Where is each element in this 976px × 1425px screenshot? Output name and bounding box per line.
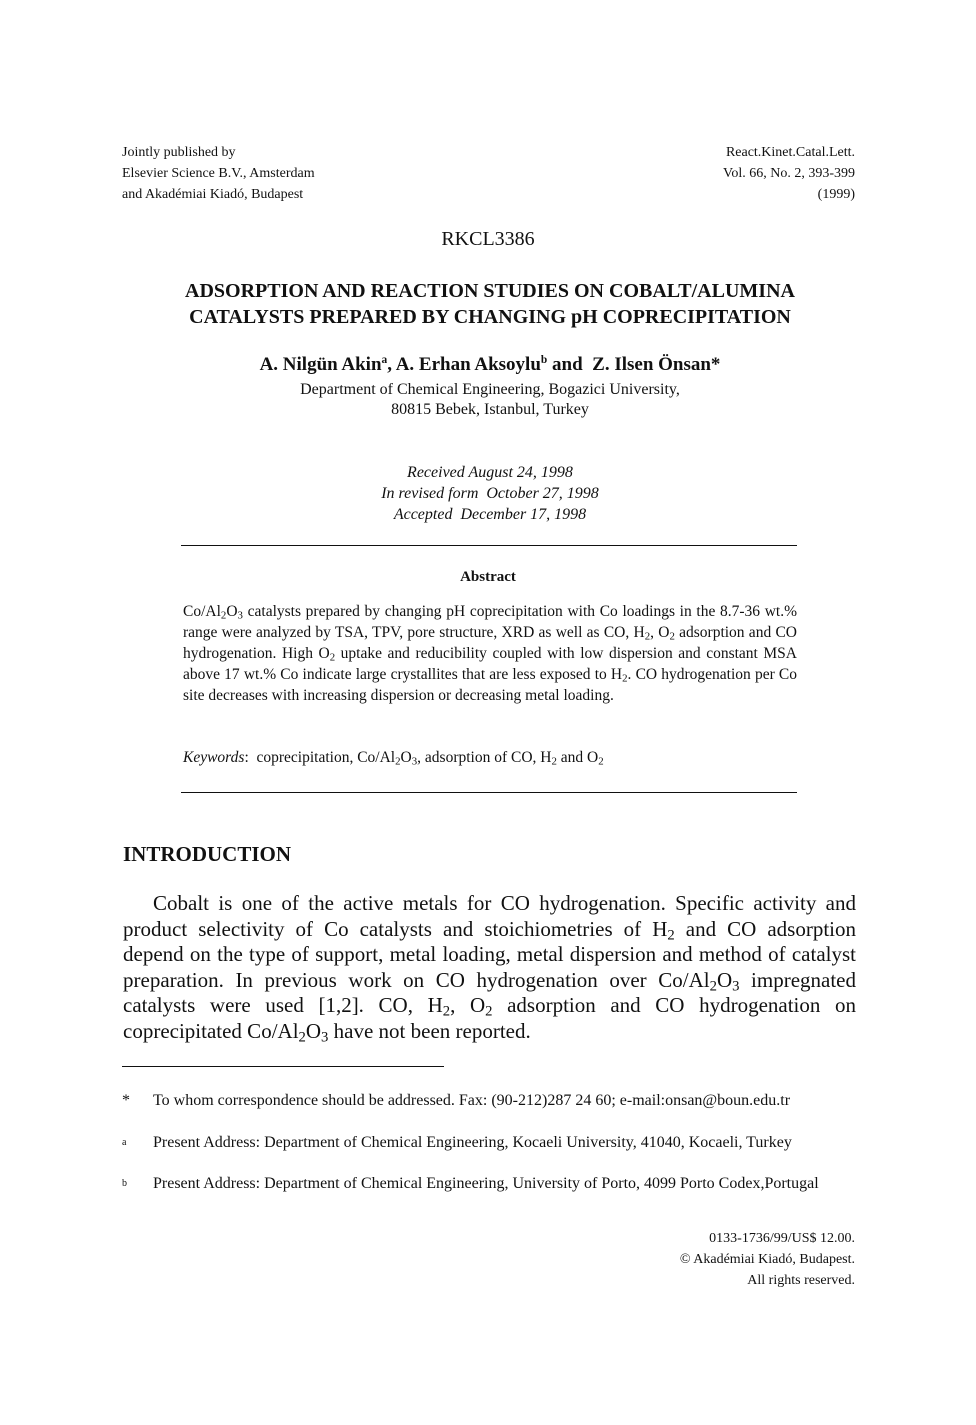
- subscript: 3: [732, 978, 740, 995]
- footnote: [122, 1173, 858, 1217]
- footnote-divider: [122, 1066, 444, 1067]
- copyright-line: All rights reserved.: [747, 1273, 855, 1288]
- subscript: 2: [667, 927, 675, 944]
- affiliation-line: Department of Chemical Engineering, Bogazici University,: [300, 381, 680, 398]
- subscript: 2: [598, 755, 604, 768]
- subscript: 2: [644, 630, 651, 643]
- text-run: coprecipitation, Co/Al: [256, 749, 396, 766]
- subscript: 2: [329, 651, 336, 664]
- journal-line: React.Kinet.Catal.Lett.: [725, 145, 855, 160]
- journal-citation: [723, 142, 855, 205]
- text-run: catalysts prepared by changing pH coprecipitation with Co loadings in the 8.7-36 wt.% range were analyzed by TSA, TPV, pore structure, XRD as well as CO, H: [183, 603, 797, 641]
- subscript: 2: [442, 1003, 451, 1020]
- copyright-block: [680, 1228, 855, 1291]
- divider: [181, 545, 797, 546]
- date-line: In revised form October 27, 1998: [381, 485, 599, 502]
- author-separator: ,: [387, 354, 396, 375]
- publisher-line: Elsevier Science B.V., Amsterdam: [122, 166, 315, 181]
- publisher-line: Jointly published by: [122, 145, 236, 160]
- subscript: 2: [220, 609, 227, 622]
- text-run: adsorption and CO hydrogenation on coprecipitated Co/Al: [123, 993, 856, 1043]
- subscript: 2: [551, 755, 557, 768]
- copyright-line: © Akadémiai Kiadó, Budapest.: [679, 1252, 855, 1267]
- keywords-label: Keywords: [183, 749, 245, 766]
- date-line: Received August 24, 1998: [407, 464, 573, 481]
- author-name: A. Nilgün Akin: [259, 354, 382, 375]
- text-run: and CO adsorption depend on the type of support, metal loading, metal dispersion and method of catalyst preparation. In previous work on CO hydrogenation over Co/Al: [123, 916, 856, 992]
- footnote-text: To whom correspondence should be addressed. Fax: (90-212)287 24 60; e-mail:onsan@boun.edu.tr: [153, 1092, 791, 1109]
- footnote-text: Present Address: Department of Chemical Engineering, University of Porto, 4099 Porto Codex,Portugal: [153, 1175, 819, 1192]
- abstract-text: [183, 601, 797, 706]
- journal-line: (1999): [817, 187, 855, 202]
- text-run: O: [305, 1018, 322, 1043]
- text-run: , O: [650, 624, 670, 641]
- affiliation-line: 80815 Bebek, Istanbul, Turkey: [391, 401, 589, 418]
- subscript: 3: [321, 1029, 329, 1046]
- affiliation-mark: a: [381, 354, 388, 367]
- text-run: . CO hydrogenation per Co site decreases with increasing dispersion or decreasing metal loading.: [183, 666, 797, 704]
- text-run: , O: [450, 993, 486, 1017]
- text-run: uptake and reducibility coupled with low dispersion and constant MSA above 17 wt.% Co indicate large crystallites that are less exposed to H: [183, 645, 797, 683]
- text-run: Co/Al: [183, 603, 221, 620]
- divider: [181, 792, 797, 793]
- abstract-heading: Abstract: [460, 569, 516, 585]
- affiliation: [100, 380, 880, 420]
- journal-line: Vol. 66, No. 2, 393-399: [723, 166, 855, 181]
- publisher-info: [122, 142, 315, 205]
- text-run: Cobalt is one of the active metals for CO hydrogenation. Specific activity and product selectivity of Co catalysts and stoichiometries of H: [123, 891, 856, 941]
- keywords: [183, 749, 604, 767]
- section-heading: INTRODUCTION: [123, 842, 292, 866]
- footnote-mark: b: [122, 1178, 127, 1189]
- body-paragraph: [123, 891, 856, 1044]
- date-line: Accepted December 17, 1998: [393, 506, 587, 523]
- author-list: [100, 354, 880, 376]
- title-line: ADSORPTION AND REACTION STUDIES ON COBALT/ALUMINA: [185, 280, 795, 302]
- affiliation-mark: b: [540, 354, 548, 367]
- author-name: A. Erhan Aksoylu: [395, 354, 541, 375]
- subscript: 2: [709, 978, 717, 995]
- footnote-text: Present Address: Department of Chemical Engineering, Kocaeli University, 41040, Kocaeli, Turkey: [153, 1134, 792, 1151]
- text-run: , adsorption of CO, H: [417, 749, 552, 766]
- text-run: O: [226, 603, 238, 620]
- text-run: :: [244, 749, 257, 766]
- paper-code: RKCL3386: [441, 228, 535, 250]
- text-run: have not been reported.: [328, 1018, 531, 1043]
- subscript: 2: [298, 1029, 306, 1046]
- copyright-line: 0133-1736/99/US$ 12.00.: [709, 1231, 855, 1246]
- footnote-mark: a: [122, 1137, 127, 1148]
- subscript: 3: [237, 609, 243, 622]
- subscript: 2: [485, 1003, 493, 1020]
- subscript: 2: [395, 755, 401, 768]
- subscript: 2: [669, 630, 675, 643]
- author-name: Z. Ilsen Önsan*: [592, 354, 721, 375]
- text-run: impregnated catalysts were used [1,2]. CO, H: [123, 967, 856, 1017]
- publisher-line: and Akadémiai Kiadó, Budapest: [122, 187, 304, 202]
- footnote: [122, 1132, 858, 1176]
- text-run: adsorption and CO hydrogenation. High O: [183, 624, 797, 662]
- subscript: 3: [411, 755, 418, 768]
- footnote: [122, 1090, 858, 1134]
- author-separator: and: [547, 354, 593, 375]
- text-run: and O: [556, 749, 599, 766]
- text-run: O: [716, 967, 733, 992]
- text-run: O: [400, 749, 412, 766]
- paper-title: [100, 278, 880, 330]
- title-line: CATALYSTS PREPARED BY CHANGING pH COPRECIPITATION: [189, 306, 791, 328]
- footnote-mark: *: [122, 1092, 130, 1109]
- article-dates: [100, 462, 880, 525]
- subscript: 2: [622, 672, 628, 685]
